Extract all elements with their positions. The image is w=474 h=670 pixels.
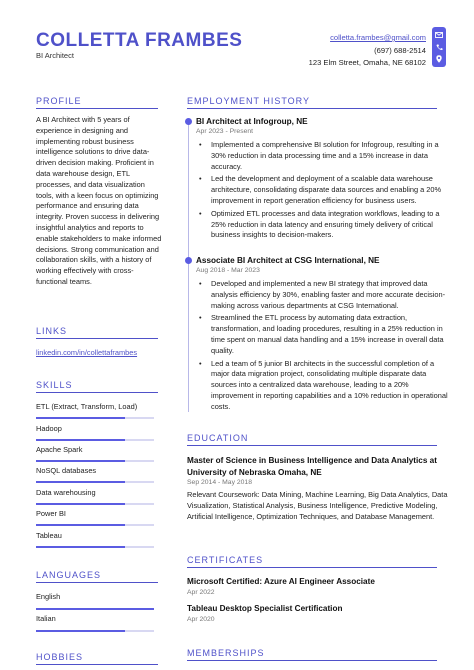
candidate-role: BI Architect — [36, 51, 74, 60]
skill-level-bar — [36, 503, 154, 505]
address-text: 123 Elm Street, Omaha, NE 68102 — [308, 58, 426, 67]
job-bullets — [199, 140, 449, 243]
hobbies-divider — [36, 664, 158, 665]
certificates-heading: CERTIFICATES — [187, 555, 264, 565]
timeline-dot — [185, 257, 192, 264]
phone-text: (697) 688-2514 — [374, 45, 426, 55]
job-bullet: • Developed and implemented a new BI strategy that improved data analysis efficiency by 30%, enabling faster and more accurate decision-making across various departments at CSG International. — [199, 279, 449, 311]
phone-icon — [435, 43, 443, 51]
memberships-heading: MEMBERSHIPS — [187, 648, 265, 658]
skill-item — [36, 531, 158, 540]
location-icon — [435, 55, 443, 63]
language-level-bar — [36, 608, 154, 610]
skill-level-bar — [36, 481, 154, 483]
links-divider — [36, 338, 158, 339]
certificate-title: Microsoft Certified: Azure AI Engineer Associate — [187, 577, 375, 586]
skill-item — [36, 402, 158, 411]
language-item — [36, 592, 158, 601]
job-bullet: • Led a team of 5 junior BI architects in the successful completion of a major data migration project, consolidating multiple disparate data sources into a centralized data warehouse, leading to a 20% improvement in reporting capabilities and a 10% reduction in operational costs. — [199, 359, 449, 413]
degree-title: Master of Science in Business Intelligence and Data Analytics at University of Nebraska Omaha, NE — [187, 456, 437, 477]
job-title: BI Architect at Infogroup, NE — [196, 117, 308, 126]
skill-label: Tableau — [36, 531, 62, 540]
coursework-text: Relevant Coursework: Data Mining, Machine Learning, Big Data Analytics, Data Visualization, Statistical Analysis, Business Intelligence, Predictive Modeling, Artificial Intelligence, Optimization Techniques, and Database Management. — [187, 490, 448, 521]
memberships-divider — [187, 660, 437, 661]
skill-item — [36, 509, 158, 518]
languages-heading: LANGUAGES — [36, 570, 102, 580]
contact-block — [309, 32, 426, 70]
skill-level-bar — [36, 546, 154, 548]
job-bullet: • Led the development and deployment of a scalable data warehouse architecture, consolidating disparate data sources and enabling a 20% improvement in report generation efficiency for business users. — [199, 174, 449, 206]
email-icon — [435, 31, 443, 39]
profile-heading: PROFILE — [36, 96, 82, 106]
job-bullet: • Streamlined the ETL process by automating data extraction, transformation, and loading procedures, resulting in a 25% reduction in time spent on manual data handling and a 15% increase in overall data quality. — [199, 313, 449, 356]
certificates-divider — [187, 567, 437, 568]
languages-divider — [36, 582, 158, 583]
job-bullet: • Implemented a comprehensive BI solution for Infogroup, resulting in a 30% reduction in data processing time and a 15% increase in data accuracy. — [199, 140, 449, 172]
skill-label: Hadoop — [36, 424, 62, 433]
job-bullet: • Optimized ETL processes and data integration workflows, leading to a 25% reduction in data latency and ensuring timely delivery of critical business insights to decision-makers. — [199, 209, 449, 241]
timeline-dot — [185, 118, 192, 125]
certificate-date: Apr 2020 — [187, 616, 215, 623]
skill-item — [36, 466, 158, 475]
skill-label: Power BI — [36, 509, 66, 518]
education-divider — [187, 445, 437, 446]
job-title: Associate BI Architect at CSG International, NE — [196, 256, 380, 265]
employment-heading: EMPLOYMENT HISTORY — [187, 96, 311, 106]
skill-label: ETL (Extract, Transform, Load) — [36, 402, 138, 411]
email-link[interactable]: colletta.frambes@gmail.com — [330, 33, 426, 42]
job-date: Apr 2023 - Present — [196, 128, 254, 135]
language-item — [36, 614, 158, 623]
job-bullets — [199, 279, 449, 415]
job-date: Aug 2018 - Mar 2023 — [196, 267, 260, 274]
skill-level-bar — [36, 417, 154, 419]
skill-level-bar — [36, 439, 154, 441]
employment-divider — [187, 108, 437, 109]
candidate-name: COLLETTA FRAMBES — [36, 30, 243, 51]
skill-item — [36, 424, 158, 433]
links-heading: LINKS — [36, 326, 68, 336]
profile-summary: A BI Architect with 5 years of experience in designing and implementing robust business intelligence solutions to drive data-driven decision making. Proficient in data warehouse design, ETL processes, and data visualization tools, with a keen focus on optimizing performance and ensuring data integrity. Proven success in delivering insightful analytics and reports to enable stakeholders to make informed decisions. Strong communication and collaboration skills, with a history of working effectively with cross-functional teams. — [36, 115, 162, 286]
skill-label: Data warehousing — [36, 488, 96, 497]
skill-label: NoSQL databases — [36, 466, 97, 475]
language-label: English — [36, 592, 61, 601]
contact-icons-strip — [432, 27, 446, 67]
certificate-title: Tableau Desktop Specialist Certification — [187, 604, 343, 613]
linkedin-link[interactable]: linkedin.com/in/collettaframbes — [36, 348, 138, 357]
degree-date: Sep 2014 - May 2018 — [187, 479, 252, 486]
skill-item — [36, 488, 158, 497]
skill-item — [36, 445, 158, 454]
skills-divider — [36, 392, 158, 393]
hobbies-heading: HOBBIES — [36, 652, 84, 662]
language-level-bar — [36, 630, 154, 632]
certificate-date: Apr 2022 — [187, 589, 215, 596]
education-heading: EDUCATION — [187, 433, 249, 443]
skill-level-bar — [36, 460, 154, 462]
skill-level-bar — [36, 524, 154, 526]
skill-label: Apache Spark — [36, 445, 83, 454]
skills-heading: SKILLS — [36, 380, 73, 390]
language-label: Italian — [36, 614, 56, 623]
employment-timeline — [188, 122, 189, 412]
profile-divider — [36, 108, 158, 109]
